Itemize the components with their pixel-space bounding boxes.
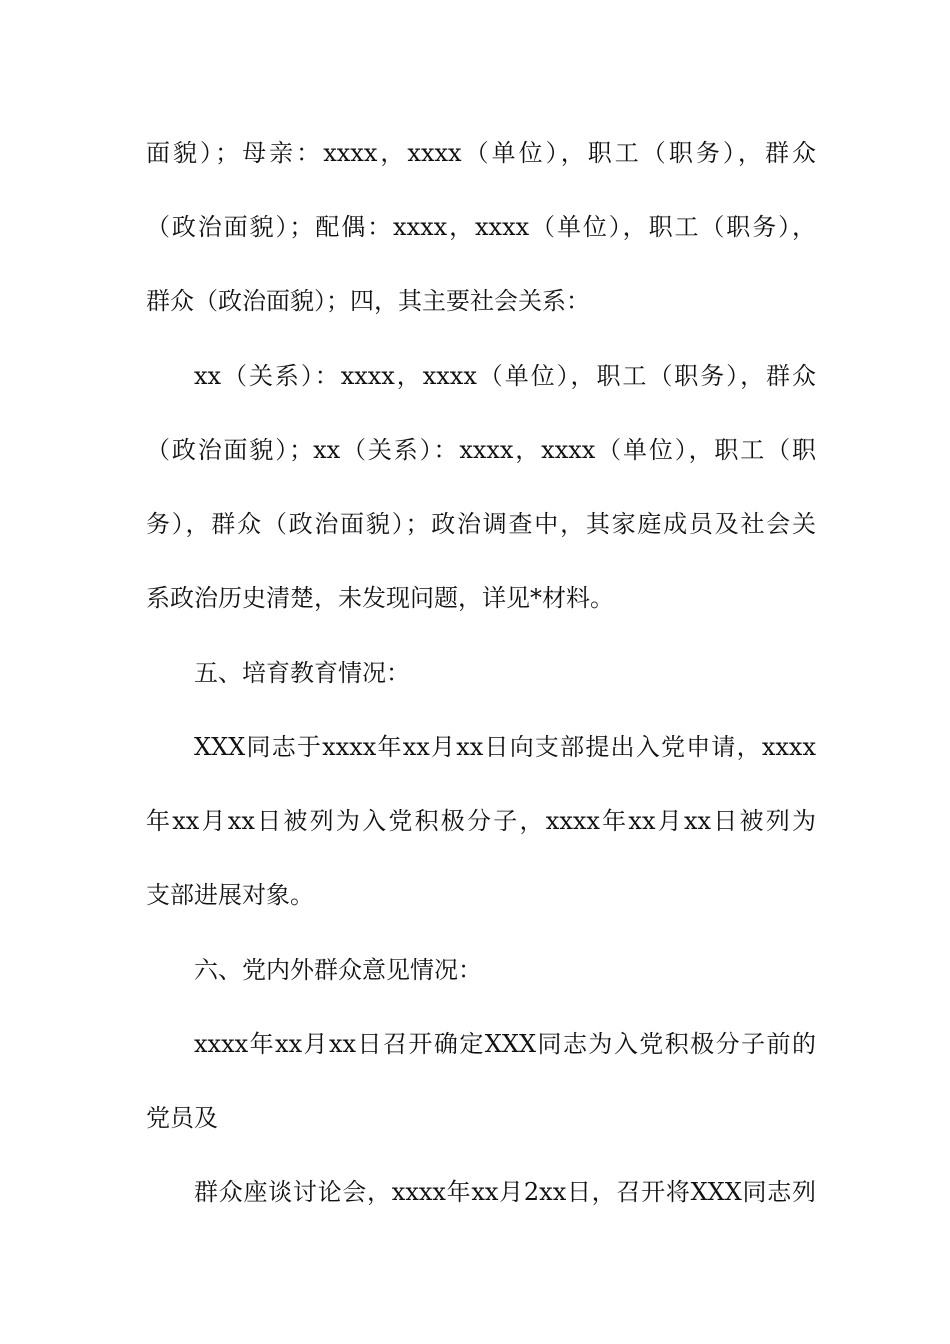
text-line: xx（关系）：xxxx，xxxx（单位），职工（职务），群众 xyxy=(194,362,816,390)
text-line: （政治面貌）；配偶：xxxx，xxxx（单位），职工（职务）， xyxy=(146,213,816,241)
text-line: 年xx月xx日被列为入党积极分子，xxxx年xx月xx日被列为 xyxy=(146,807,816,835)
text-line: （政治面貌）；xx（关系）：xxxx，xxxx（单位），职工（职 xyxy=(146,436,816,464)
text-line: 群众座谈讨论会，xxxx年xx月2xx日，召开将XXX同志列 xyxy=(194,1178,816,1206)
text-line: XXX同志于xxxx年xx月xx日向支部提出入党申请，xxxx xyxy=(194,733,816,761)
text-line: 务），群众（政治面貌）；政治调查中，其家庭成员及社会关 xyxy=(146,510,816,538)
text-line: 支部进展对象。 xyxy=(146,881,314,909)
text-line: 党员及 xyxy=(146,1104,218,1132)
text-line: xxxx年xx月xx日召开确定XXX同志为入党积极分子前的 xyxy=(194,1030,816,1058)
text-line: 系政治历史清楚，未发现问题，详见*材料。 xyxy=(146,584,614,612)
text-line: 群众（政治面貌）；四，其主要社会关系： xyxy=(146,287,590,315)
section-heading: 五、培育教育情况： xyxy=(194,659,410,687)
section-heading: 六、党内外群众意见情况： xyxy=(194,956,482,984)
text-line: 面貌）；母亲：xxxx，xxxx（单位），职工（职务），群众 xyxy=(146,139,816,167)
